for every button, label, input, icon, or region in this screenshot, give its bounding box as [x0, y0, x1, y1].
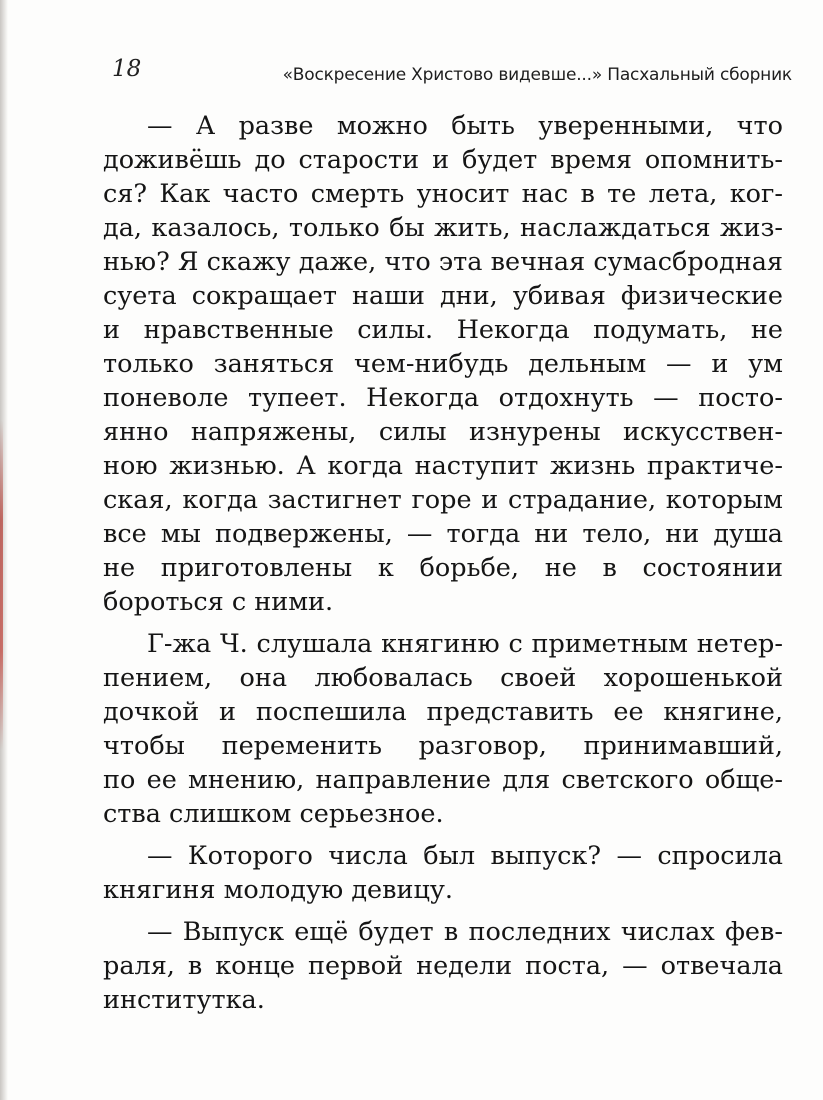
page-number: 18: [112, 56, 142, 82]
text-line: княгиня молодую девицу.: [103, 875, 453, 905]
paragraph-gap: [103, 907, 783, 915]
text-line: дочкой и поспешила представить ее княгине,: [103, 697, 783, 727]
text-line: и нравственные силы. Некогда подумать, не: [103, 315, 783, 345]
paragraph-2: [103, 627, 783, 831]
text-line: ся? Как часто смерть уносит нас в те лета, ког-: [103, 179, 783, 209]
text-line: не приготовлены к борьбе, не в состоянии: [103, 553, 783, 583]
text-line: Г-жа Ч. слушала княгиню с приметным нетер-: [147, 629, 783, 659]
paragraph-3: [103, 839, 783, 907]
text-line: раля, в конце первой недели поста, — отвечала: [103, 951, 783, 981]
text-line: янно напряжены, силы изнурены искусствен-: [103, 417, 783, 447]
text-line: ская, когда застигнет горе и страдание, которым: [103, 485, 783, 515]
text-line: по ее мнению, направление для светского обще-: [103, 765, 783, 795]
text-line: ною жизнью. А когда наступит жизнь практиче-: [103, 451, 783, 481]
page-edge-bleed: [0, 420, 3, 750]
running-title: «Воскресение Христово видевше...» Пасхальный сборник: [282, 65, 792, 85]
text-line: ства слишком серьезное.: [103, 799, 444, 829]
text-line: все мы подвержены, — тогда ни тело, ни душа: [103, 519, 783, 549]
text-line: да, казалось, только бы жить, наслаждаться жиз-: [103, 213, 783, 243]
paragraph-1: [103, 109, 783, 619]
page-header: [112, 56, 792, 96]
paragraph-gap: [103, 619, 783, 627]
text-line: институтка.: [103, 985, 265, 1015]
text-line: суета сокращает наши дни, убивая физические: [103, 281, 783, 311]
paragraph-4: [103, 915, 783, 1017]
text-line: бороться с ними.: [103, 587, 334, 617]
text-line: нью? Я скажу даже, что эта вечная сумасбродная: [103, 247, 783, 277]
text-line: — Которого числа был выпуск? — спросила: [147, 841, 783, 871]
text-line: — А разве можно быть уверенными, что: [147, 111, 783, 141]
text-line: доживёшь до старости и будет время опомнить-: [103, 145, 783, 175]
text-line: только заняться чем-нибудь дельным — и ум: [103, 349, 783, 379]
text-line: пением, она любовалась своей хорошенькой: [103, 663, 783, 693]
text-line: чтобы переменить разговор, принимавший,: [103, 731, 783, 761]
text-line: — Выпуск ещё будет в последних числах фев-: [147, 917, 783, 947]
text-line: поневоле тупеет. Некогда отдохнуть — посто-: [103, 383, 783, 413]
paragraph-gap: [103, 831, 783, 839]
body-text: [103, 109, 783, 1017]
